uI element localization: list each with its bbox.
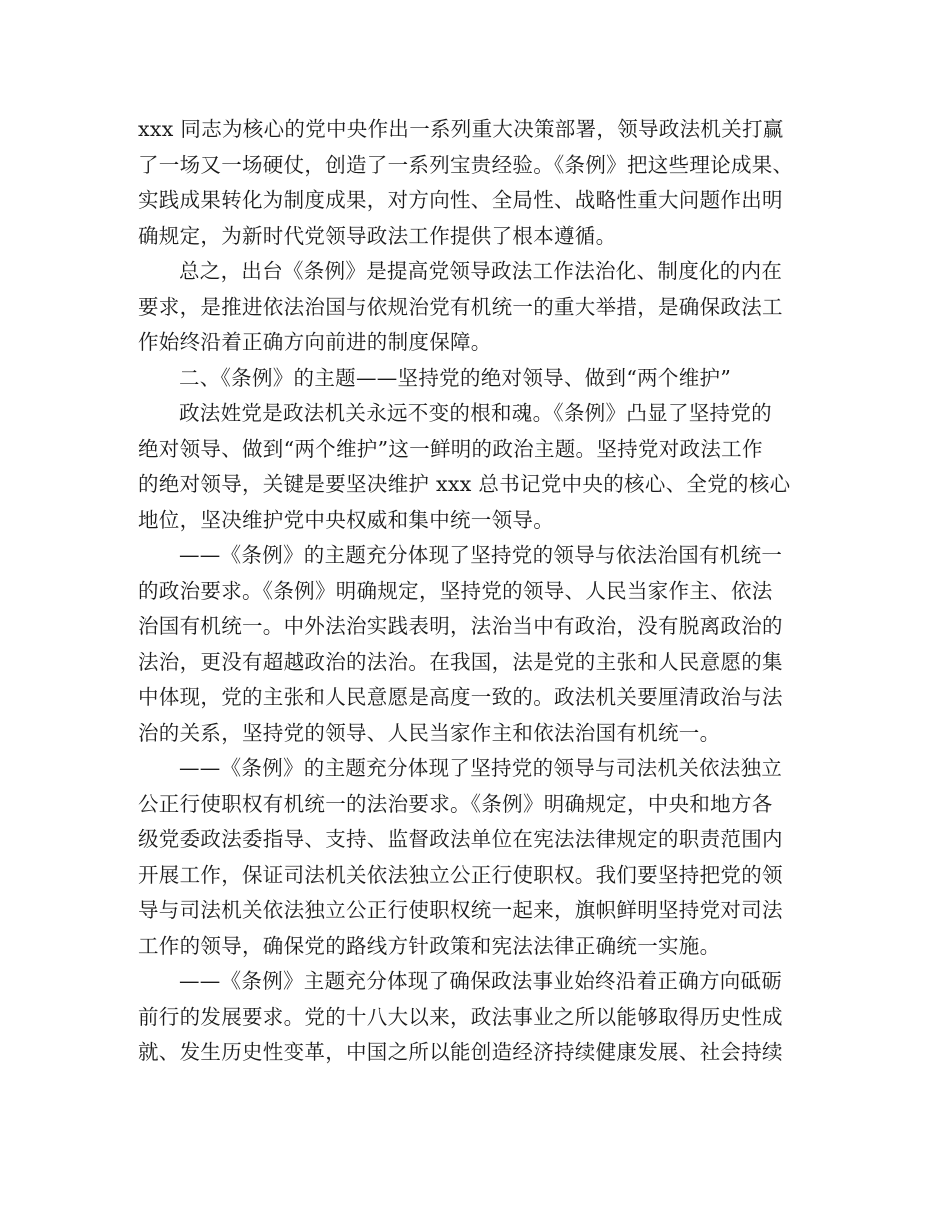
text-line: 公正行使职权有机统一的法治要求。《条例》明确规定，中央和地方各 <box>138 791 773 816</box>
paragraph <box>138 751 828 964</box>
text-line: ——《条例》主题充分体现了确保政法事业始终沿着正确方向砥砺 <box>179 969 783 993</box>
text-line: 的政治要求。《条例》明确规定，坚持党的领导、人民当家作主、依法 <box>138 578 773 603</box>
text-line: xxx 同志为核心的党中央作出一系列重大决策部署，领导政法机关打赢 <box>138 117 784 141</box>
paragraph <box>138 396 828 538</box>
text-line: 了一场又一场硬仗，创造了一系列宝贵经验。《条例》把这些理论成果、 <box>138 152 794 177</box>
text-line: 地位，坚决维护党中央权威和集中统一领导。 <box>138 507 554 532</box>
text-line: ——《条例》的主题充分体现了坚持党的领导与依法治国有机统一 <box>179 543 783 567</box>
text-line: 治的关系，坚持党的领导、人民当家作主和依法治国有机统一。 <box>138 720 721 745</box>
paragraph <box>138 538 828 751</box>
document-body <box>138 112 828 1071</box>
text-line: 二、《条例》的主题——坚持党的绝对领导、做到“两个维护” <box>179 365 732 390</box>
text-line: 前行的发展要求。党的十八大以来，政法事业之所以能够取得历史性成 <box>138 1004 783 1029</box>
text-line: 法治，更没有超越政治的法治。在我国，法是党的主张和人民意愿的集 <box>138 649 783 674</box>
text-line: 开展工作，保证司法机关依法独立公正行使职权。我们要坚持把党的领 <box>138 862 783 887</box>
text-line: 作始终沿着正确方向前进的制度保障。 <box>138 330 492 354</box>
text-line: 绝对领导、做到“两个维护”这一鲜明的政治主题。坚持党对政法工作 <box>138 436 763 461</box>
text-line: 导与司法机关依法独立公正行使职权统一起来，旗帜鲜明坚持党对司法 <box>138 898 783 922</box>
paragraph <box>138 254 828 361</box>
text-line: 确规定，为新时代党领导政法工作提供了根本遵循。 <box>138 223 617 248</box>
paragraph <box>138 361 828 397</box>
text-line: 工作的领导，确保党的路线方针政策和宪法法律正确统一实施。 <box>138 933 721 958</box>
text-line: 就、发生历史性变革，中国之所以能创造经济持续健康发展、社会持续 <box>138 1040 783 1064</box>
text-line: 实践成果转化为制度成果，对方向性、全局性、战略性重大问题作出明 <box>138 188 783 212</box>
text-line: 级党委政法委指导、支持、监督政法单位在宪法法律规定的职责范围内 <box>138 827 783 851</box>
text-line: 要求，是推进依法治国与依规治党有机统一的重大举措，是确保政法工 <box>138 294 783 319</box>
text-line: 治国有机统一。中外法治实践表明，法治当中有政治，没有脱离政治的 <box>138 614 783 638</box>
paragraph <box>138 964 828 1071</box>
text-line: 中体现，党的主张和人民意愿是高度一致的。政法机关要厘清政治与法 <box>138 685 783 709</box>
text-line: 的绝对领导，关键是要坚决维护 xxx 总书记党中央的核心、全党的核心 <box>138 472 791 496</box>
text-line: 政法姓党是政法机关永远不变的根和魂。《条例》凸显了坚持党的 <box>179 401 772 425</box>
paragraph <box>138 112 828 254</box>
text-line: 总之，出台《条例》是提高党领导政法工作法治化、制度化的内在 <box>179 259 783 283</box>
text-line: ——《条例》的主题充分体现了坚持党的领导与司法机关依法独立 <box>179 756 783 780</box>
